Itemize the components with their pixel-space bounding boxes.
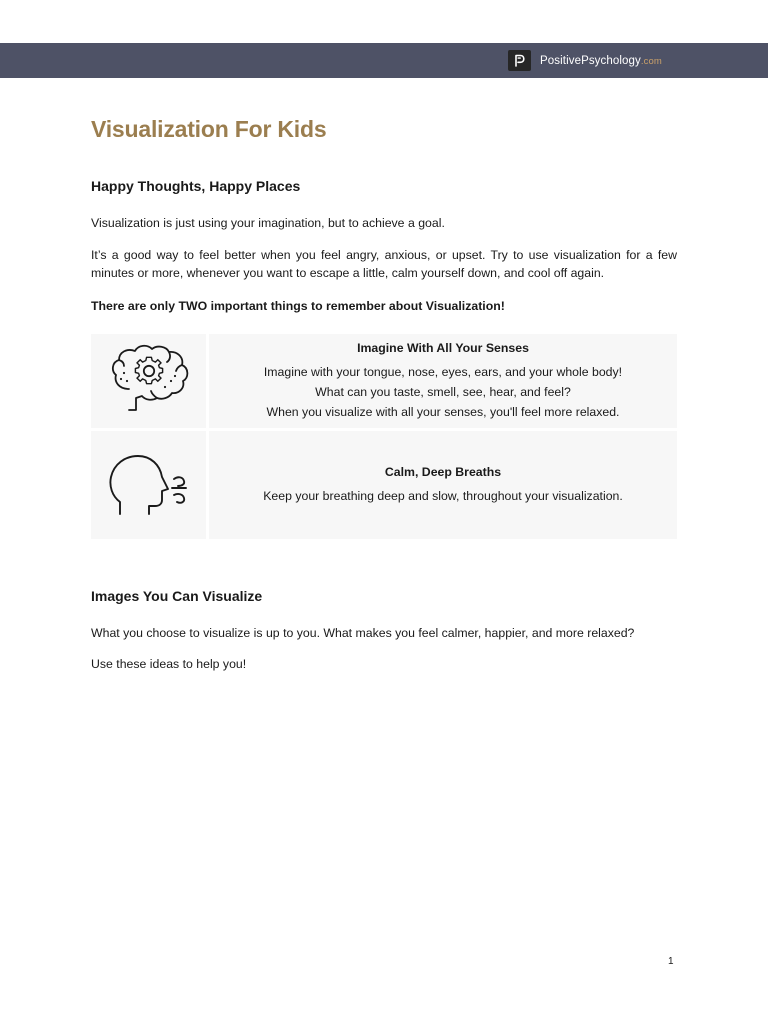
section-heading-images: Images You Can Visualize bbox=[91, 588, 263, 604]
p-logo-icon bbox=[508, 50, 531, 71]
page-number: 1 bbox=[668, 956, 674, 967]
tip-text-cell bbox=[209, 334, 677, 428]
brand[interactable] bbox=[508, 50, 662, 71]
tip-line: Keep your breathing deep and slow, throughout your visualization. bbox=[263, 488, 623, 503]
page-title: Visualization For Kids bbox=[91, 116, 327, 142]
tip-line: When you visualize with all your senses, you'll feel more relaxed. bbox=[266, 404, 620, 419]
tip-text-cell bbox=[209, 431, 677, 539]
intro-paragraph: Visualization is just using your imagination, but to achieve a goal. bbox=[91, 216, 445, 230]
tip-row-breathing bbox=[91, 431, 677, 539]
breathing-head-icon bbox=[106, 450, 192, 520]
two-things-paragraph: There are only TWO important things to remember about Visualization! bbox=[91, 299, 505, 313]
tip-icon-cell bbox=[91, 334, 206, 428]
purpose-paragraph: It’s a good way to feel better when you feel angry, anxious, or upset. Try to use visualization for a few minutes or more, whenever you want to escape a little, calm yourself down, and cool off again. bbox=[91, 248, 677, 280]
brand-name-main: PositivePsychology bbox=[540, 54, 641, 67]
tip-title: Imagine With All Your Senses bbox=[357, 340, 529, 355]
section-heading-happy-thoughts: Happy Thoughts, Happy Places bbox=[91, 178, 301, 194]
tips-table bbox=[91, 334, 677, 542]
brand-name bbox=[540, 55, 662, 67]
choose-paragraph: What you choose to visualize is up to you. What makes you feel calmer, happier, and more relaxed? bbox=[91, 626, 635, 640]
tip-line: What can you taste, smell, see, hear, and feel? bbox=[315, 384, 571, 399]
tip-title: Calm, Deep Breaths bbox=[384, 464, 502, 479]
tip-row-senses bbox=[91, 334, 677, 428]
brand-name-suffix: .com bbox=[640, 55, 662, 67]
header-bar bbox=[0, 43, 768, 78]
tip-line: Imagine with your tongue, nose, eyes, ears, and your whole body! bbox=[263, 364, 623, 379]
brain-gear-icon bbox=[105, 343, 193, 419]
ideas-paragraph: Use these ideas to help you! bbox=[91, 657, 247, 671]
tip-icon-cell bbox=[91, 431, 206, 539]
